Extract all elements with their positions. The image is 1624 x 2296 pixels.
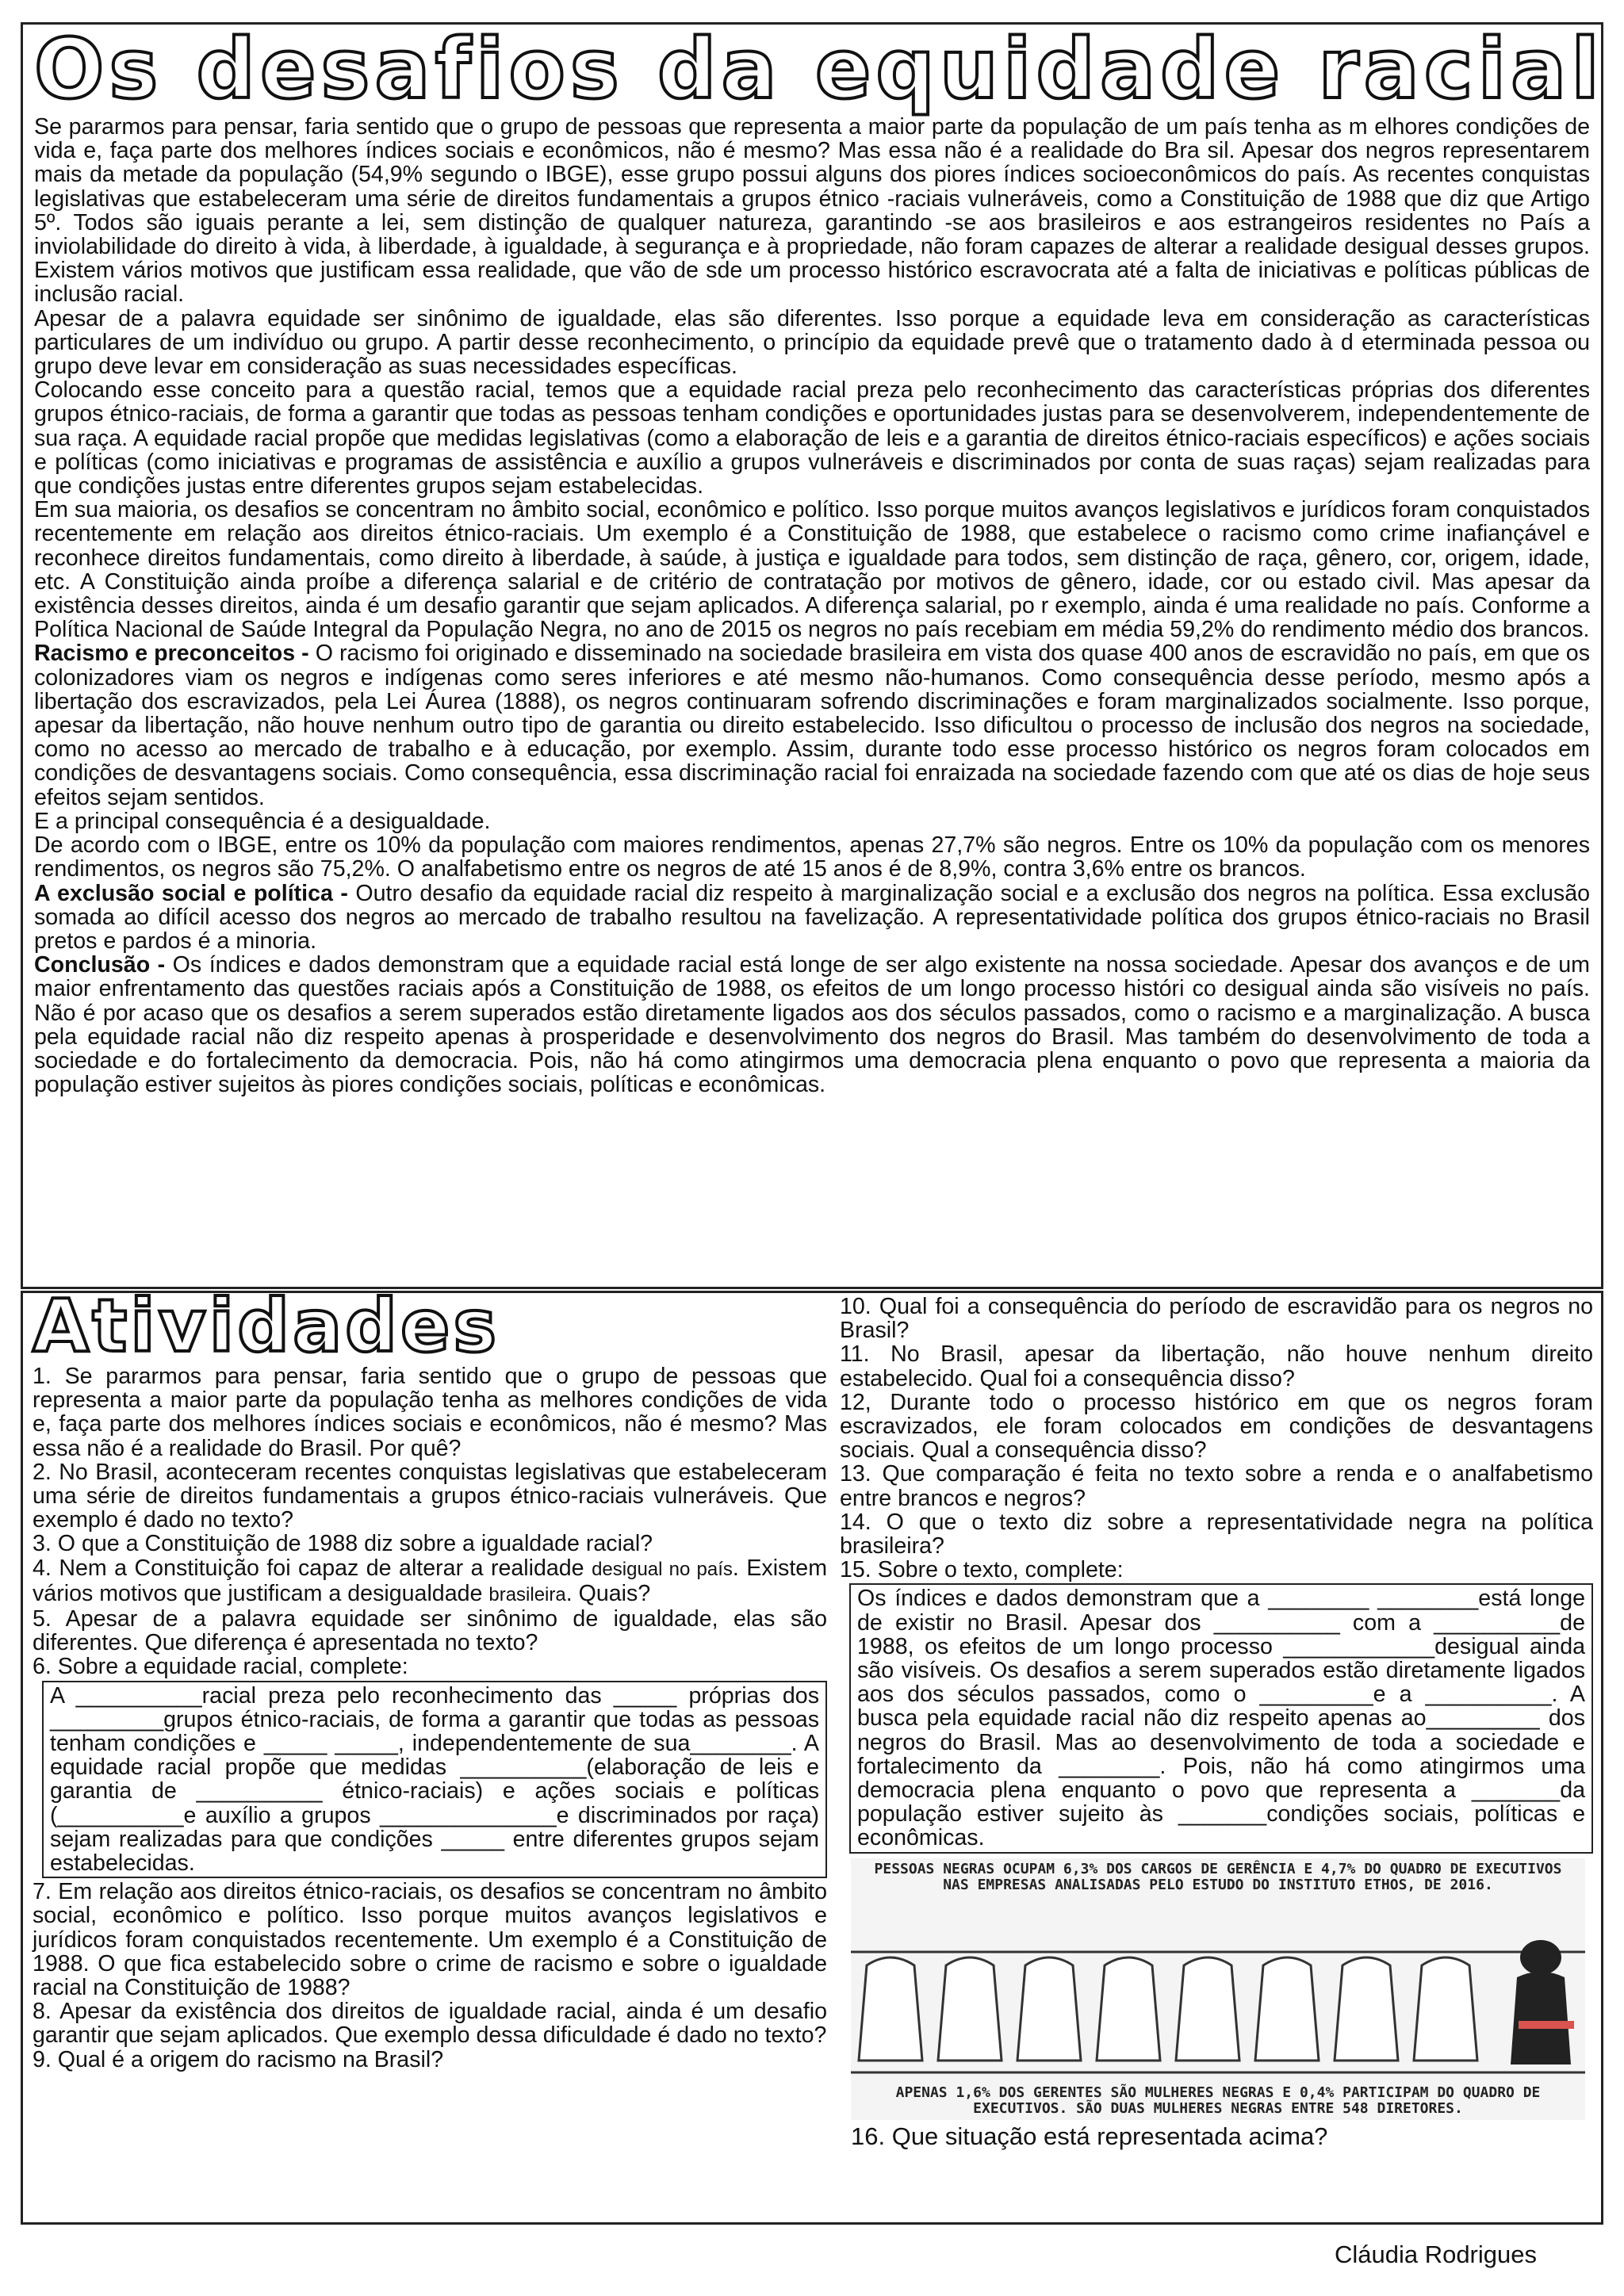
question-text: . Quais? xyxy=(565,1580,651,1606)
question-text: brasileira xyxy=(488,1583,566,1605)
page-title: Os desafios da equidade racial xyxy=(34,21,1604,117)
question-11: 11. No Brasil, apesar da libertação, não houve nenhum direito estabelecido. Qual foi a consequência disso? xyxy=(840,1341,1593,1391)
activities-box xyxy=(21,1284,1603,2225)
question-15: 15. Sobre o texto, complete: xyxy=(840,1557,1124,1583)
question-text: desigual no país xyxy=(592,1558,733,1580)
question-1: 1. Se pararmos para pensar, faria sentido que o grupo de pessoas que representa a maior parte da população tenha as melhores condições de vida e, faça parte dos melhores índices sociais e econômicos, não é mesmo? Mas essa não é a realidade do Brasil. Por quê? xyxy=(33,1364,827,1461)
section-heading-conclusao: Conclusão - xyxy=(34,952,166,978)
activities-left-column xyxy=(33,1284,828,2072)
question-4 xyxy=(33,1556,827,1607)
comic-drawing xyxy=(851,1858,1585,2120)
comic-illustration xyxy=(851,1858,1585,2120)
article-paragraph xyxy=(34,641,1590,809)
activities-right-column xyxy=(840,1295,1593,2150)
article-text: O racismo foi originado e disseminado na sociedade brasileira em vista dos quase 400 anos de escravidão no país, em que os colonizadores viam os negros e indígenas como seres inferiores e até mesmo não-humanos. Como consequência desse período, mesmo após a libertação dos escravizados, pela Lei Áurea (1888), os negros continuaram sofrendo discriminações e foram marginalizados socialmente. Isso porque, apesar da libertação, não houve nenhum outro tipo de garantia ou direito estabelecido. Isso dificultou o processo de inclusão dos negros na sociedade, como no acesso ao mercado de trabalho e à educação, por exemplo. Assim, durante todo esse processo histórico os negros foram colocados em condições de desvantagens sociais. Como consequência, essa discriminação racial foi enraizada na sociedade fazendo com que até os dias de hoje seus efeitos sejam sentidos. xyxy=(34,641,1590,810)
author-signature: Cláudia Rodrigues xyxy=(1334,2241,1537,2268)
question-8: 8. Apesar da existência dos direitos de igualdade racial, ainda é um desafio garantir que sejam aplicados. Que exemplo dessa dificuldade é dado no texto? xyxy=(33,1999,827,2049)
comic-bottom-caption: APENAS 1,6% DOS GERENTES SÃO MULHERES NEGRAS E 0,4% PARTICIPAM DO QUADRO DE EXECUTIVOS. SÃO DUAS MULHERES NEGRAS ENTRE 548 DIRETORES. xyxy=(895,2084,1541,2117)
article-paragraph: Se pararmos para pensar, faria sentido que o grupo de pessoas que representa a maior parte da população de um país tenha as m elhores condições de vida e, faça parte dos melhores índices sociais e econômicos, não é mesmo? Mas essa não é a realidade do Bra sil. Apesar dos negros representarem mais da metade da população (54,9% segundo o IBGE), esse grupo possui alguns dos piores índices socioeconômicos do país. As recentes conquistas legislativas que estabeleceram uma série de direitos fundamentais a grupos étnico -raciais vulneráveis, como a Constituição de 1988 que diz que Artigo 5º. Todos são iguais perante a lei, sem distinção de qualquer natureza, garantindo -se aos brasileiros e aos estrangeiros residentes no País a inviolabilidade do direito à vida, à liberdade, à igualdade, à segurança e à propriedade, não foram capazes de alterar a realidade desigual desses grupos. Existem vários motivos que justificam essa realidade, que vão de sde um processo histórico escravocrata até a falta de iniciativas e políticas públicas de inclusão racial. xyxy=(34,114,1590,308)
question-10: 10. Qual foi a consequência do período de escravidão para os negros no Brasil? xyxy=(840,1294,1593,1344)
section-heading-exclusao: A exclusão social e política - xyxy=(34,880,348,906)
article-text: Outro desafio da equidade racial diz respeito à marginalização social e a exclusão dos negros na política. Essa exclusão somada ao difícil acesso dos negros ao mercado de trabalho resultou na favelização. A representatividade política dos grupos étnico-raciais no Brasil pretos e pardos é a minoria. xyxy=(34,880,1591,954)
question-3: 3. O que a Constituição de 1988 diz sobre a igualdade racial? xyxy=(33,1531,653,1557)
question-2: 2. No Brasil, aconteceram recentes conquistas legislativas que estabeleceram uma série de direitos fundamentais a grupos étnico-raciais vulneráveis. Que exemplo é dado no texto? xyxy=(33,1459,827,1533)
article-box xyxy=(21,22,1603,1289)
article-text: Os índices e dados demonstram que a equidade racial está longe de ser algo existente na nossa sociedade. Apesar dos avanços e de um maior enfrentamento das questões raciais após a Constituição de 1988, os efeitos de um longo processo históri co desigual ainda são visíveis no país. Não é por acaso que os desafios a serem superados estão diretamente ligados aos dos séculos passados, como o racismo e a marginalização. A busca pela equidade racial não diz respeito apenas à prosperidade e desenvolvimento dos negros do Brasil. Mas também do desenvolvimento de toda a sociedade e do fortalecimento da democracia. Pois, não há como atingirmos uma democracia plena enquanto o povo que representa a maioria da população estiver sujeitos às piores condições sociais, políticas e econômicas. xyxy=(34,952,1590,1098)
article-paragraph: Apesar de a palavra equidade ser sinônimo de igualdade, elas são diferentes. Isso porque a equidade leva em consideração as características particulares de um indivíduo ou grupo. A partir desse reconhecimento, o princípio da equidade prevê que o tratamento dado à d eterminada pessoa ou grupo deve levar em consideração as suas necessidades específicas. xyxy=(34,305,1590,380)
article-paragraph: Colocando esse conceito para a questão racial, temos que a equidade racial preza pelo reconhecimento das características próprias dos diferentes grupos étnico-raciais, de forma a garantir que todas as pessoas tenham condições e oportunidades justas para se desenvolverem, independentemente de sua raça. A equidade racial propõe que medidas legislativas (como a elaboração de leis e a garantia de direitos étnico-raciais específicos) e ações sociais e políticas (como iniciativas e programas de assistência e auxílio a grupos vulneráveis e discriminados por conta de suas raças) sejam realizadas para que condições justas entre diferentes grupos sejam estabelecidas. xyxy=(34,377,1590,499)
question-13: 13. Que comparação é feita no texto sobre a renda e o analfabetismo entre brancos e negros? xyxy=(840,1461,1593,1511)
article-paragraph: Em sua maioria, os desafios se concentram no âmbito social, econômico e político. Isso porque muitos avanços legislativos e jurídicos foram conquistados recentemente em relação aos direitos étnico-raciais. Um exemplo é a Constituição de 1988, que estabelece o racismo como crime inafiançável e reconhece direitos fundamentais, como direito à liberdade, à saúde, à justiça e igualdade para todos, sem distinção de raça, gênero, cor, origem, idade, etc. A Constituição ainda proíbe a diferença salarial e de critério de contratação por motivos de gênero, idade, cor ou estado civil. Mas apesar da existência desses direitos, ainda é um desafio garantir que sejam aplicados. A diferença salarial, po r exemplo, ainda é uma realidade no país. Conforme a Política Nacional de Saúde Integral da População Negra, no ano de 2015 os negros no país recebiam em média 59,2% do rendimento médio dos brancos. xyxy=(34,497,1590,643)
question-12: 12, Durante todo o processo histórico em que os negros foram escravizados, ele foram colocados em condições de desvantagens sociais. Qual a consequência disso? xyxy=(840,1389,1593,1464)
section-heading-racismo: Racismo e preconceitos - xyxy=(34,641,309,667)
article-paragraph xyxy=(34,953,1590,1096)
question-16: 16. Que situação está representada acima? xyxy=(851,2122,1328,2150)
article-paragraph: De acordo com o IBGE, entre os 10% da população com maiores rendimentos, apenas 27,7% são negros. Entre os 10% da população com os menores rendimentos, os negros são 75,2%. O analfabetismo entre os negros de até 15 anos é de 8,9%, contra 3,6% entre os brancos. xyxy=(34,832,1590,882)
fill-in-box-15[interactable]: Os índices e dados demonstram que a ________ ________está longe de existir no Brasil. Apesar dos __________ com a __________de 1988, os efeitos de um longo processo ____________desigual ainda são visíveis. Os desafios a serem superados estão diretamente ligados aos dos séculos passados, como o _________e a __________. A busca pela equidade racial não diz respeito apenas ao_________ dos negros do Brasil. Mas ao desenvolvimento de toda a sociedade e fortalecimento da ________. Pois, não há como atingirmos uma democracia plena enquanto o povo que representa a _______da população estiver sujeito às _______condições sociais, políticas e econômicas. xyxy=(849,1583,1593,1853)
question-9: 9. Qual é a origem do racismo na Brasil? xyxy=(33,2046,444,2072)
question-7: 7. Em relação aos direitos étnico-raciais, os desafios se concentram no âmbito social, econômico e político. Isso porque muitos avanços legislativos e jurídicos foram conquistados recentemente. Um exemplo é a Constituição de 1988. O que fica estabelecido sobre o crime de racismo e sobre o igualdade racial na Constituição de 1988? xyxy=(33,1879,827,2001)
question-5: 5. Apesar de a palavra equidade ser sinônimo de igualdade, elas são diferentes. Que diferença é apresentada no texto? xyxy=(33,1606,827,1656)
activities-title: Atividades xyxy=(33,1284,500,1368)
article-paragraph: E a principal consequência é a desigualdade. xyxy=(34,808,491,834)
comic-top-caption: PESSOAS NEGRAS OCUPAM 6,3% DOS CARGOS DE GERÊNCIA E 4,7% DO QUADRO DE EXECUTIVOS NAS EMPRESAS ANALISADAS PELO ESTUDO DO INSTITUTO ETHOS, DE 2016. xyxy=(874,1860,1562,1893)
fill-in-box-6[interactable]: A __________racial preza pelo reconhecimento das _____ próprias dos _________grupos étnico-raciais, de forma a garantir que todas as pessoas tenham condições e _____ _____, independentemente de sua________. A equidade racial propõe que medidas __________(elaboração de leis e garantia de __________ étnico-raciais) e ações sociais e políticas (__________e auxílio a grupos ______________e discriminados por raça) sejam realizadas para que condições _____ entre diferentes grupos sejam estabelecidas. xyxy=(42,1681,827,1879)
question-14: 14. O que o texto diz sobre a representatividade negra na política brasileira? xyxy=(840,1509,1593,1559)
article-paragraph xyxy=(34,882,1590,954)
article-body xyxy=(34,115,1590,1096)
question-text: 4. Nem a Constituição foi capaz de alterar a realidade xyxy=(33,1555,592,1581)
question-text: . Existem vários motivos que justificam a desigualdade xyxy=(33,1555,828,1606)
question-6: 6. Sobre a equidade racial, complete: xyxy=(33,1654,408,1680)
